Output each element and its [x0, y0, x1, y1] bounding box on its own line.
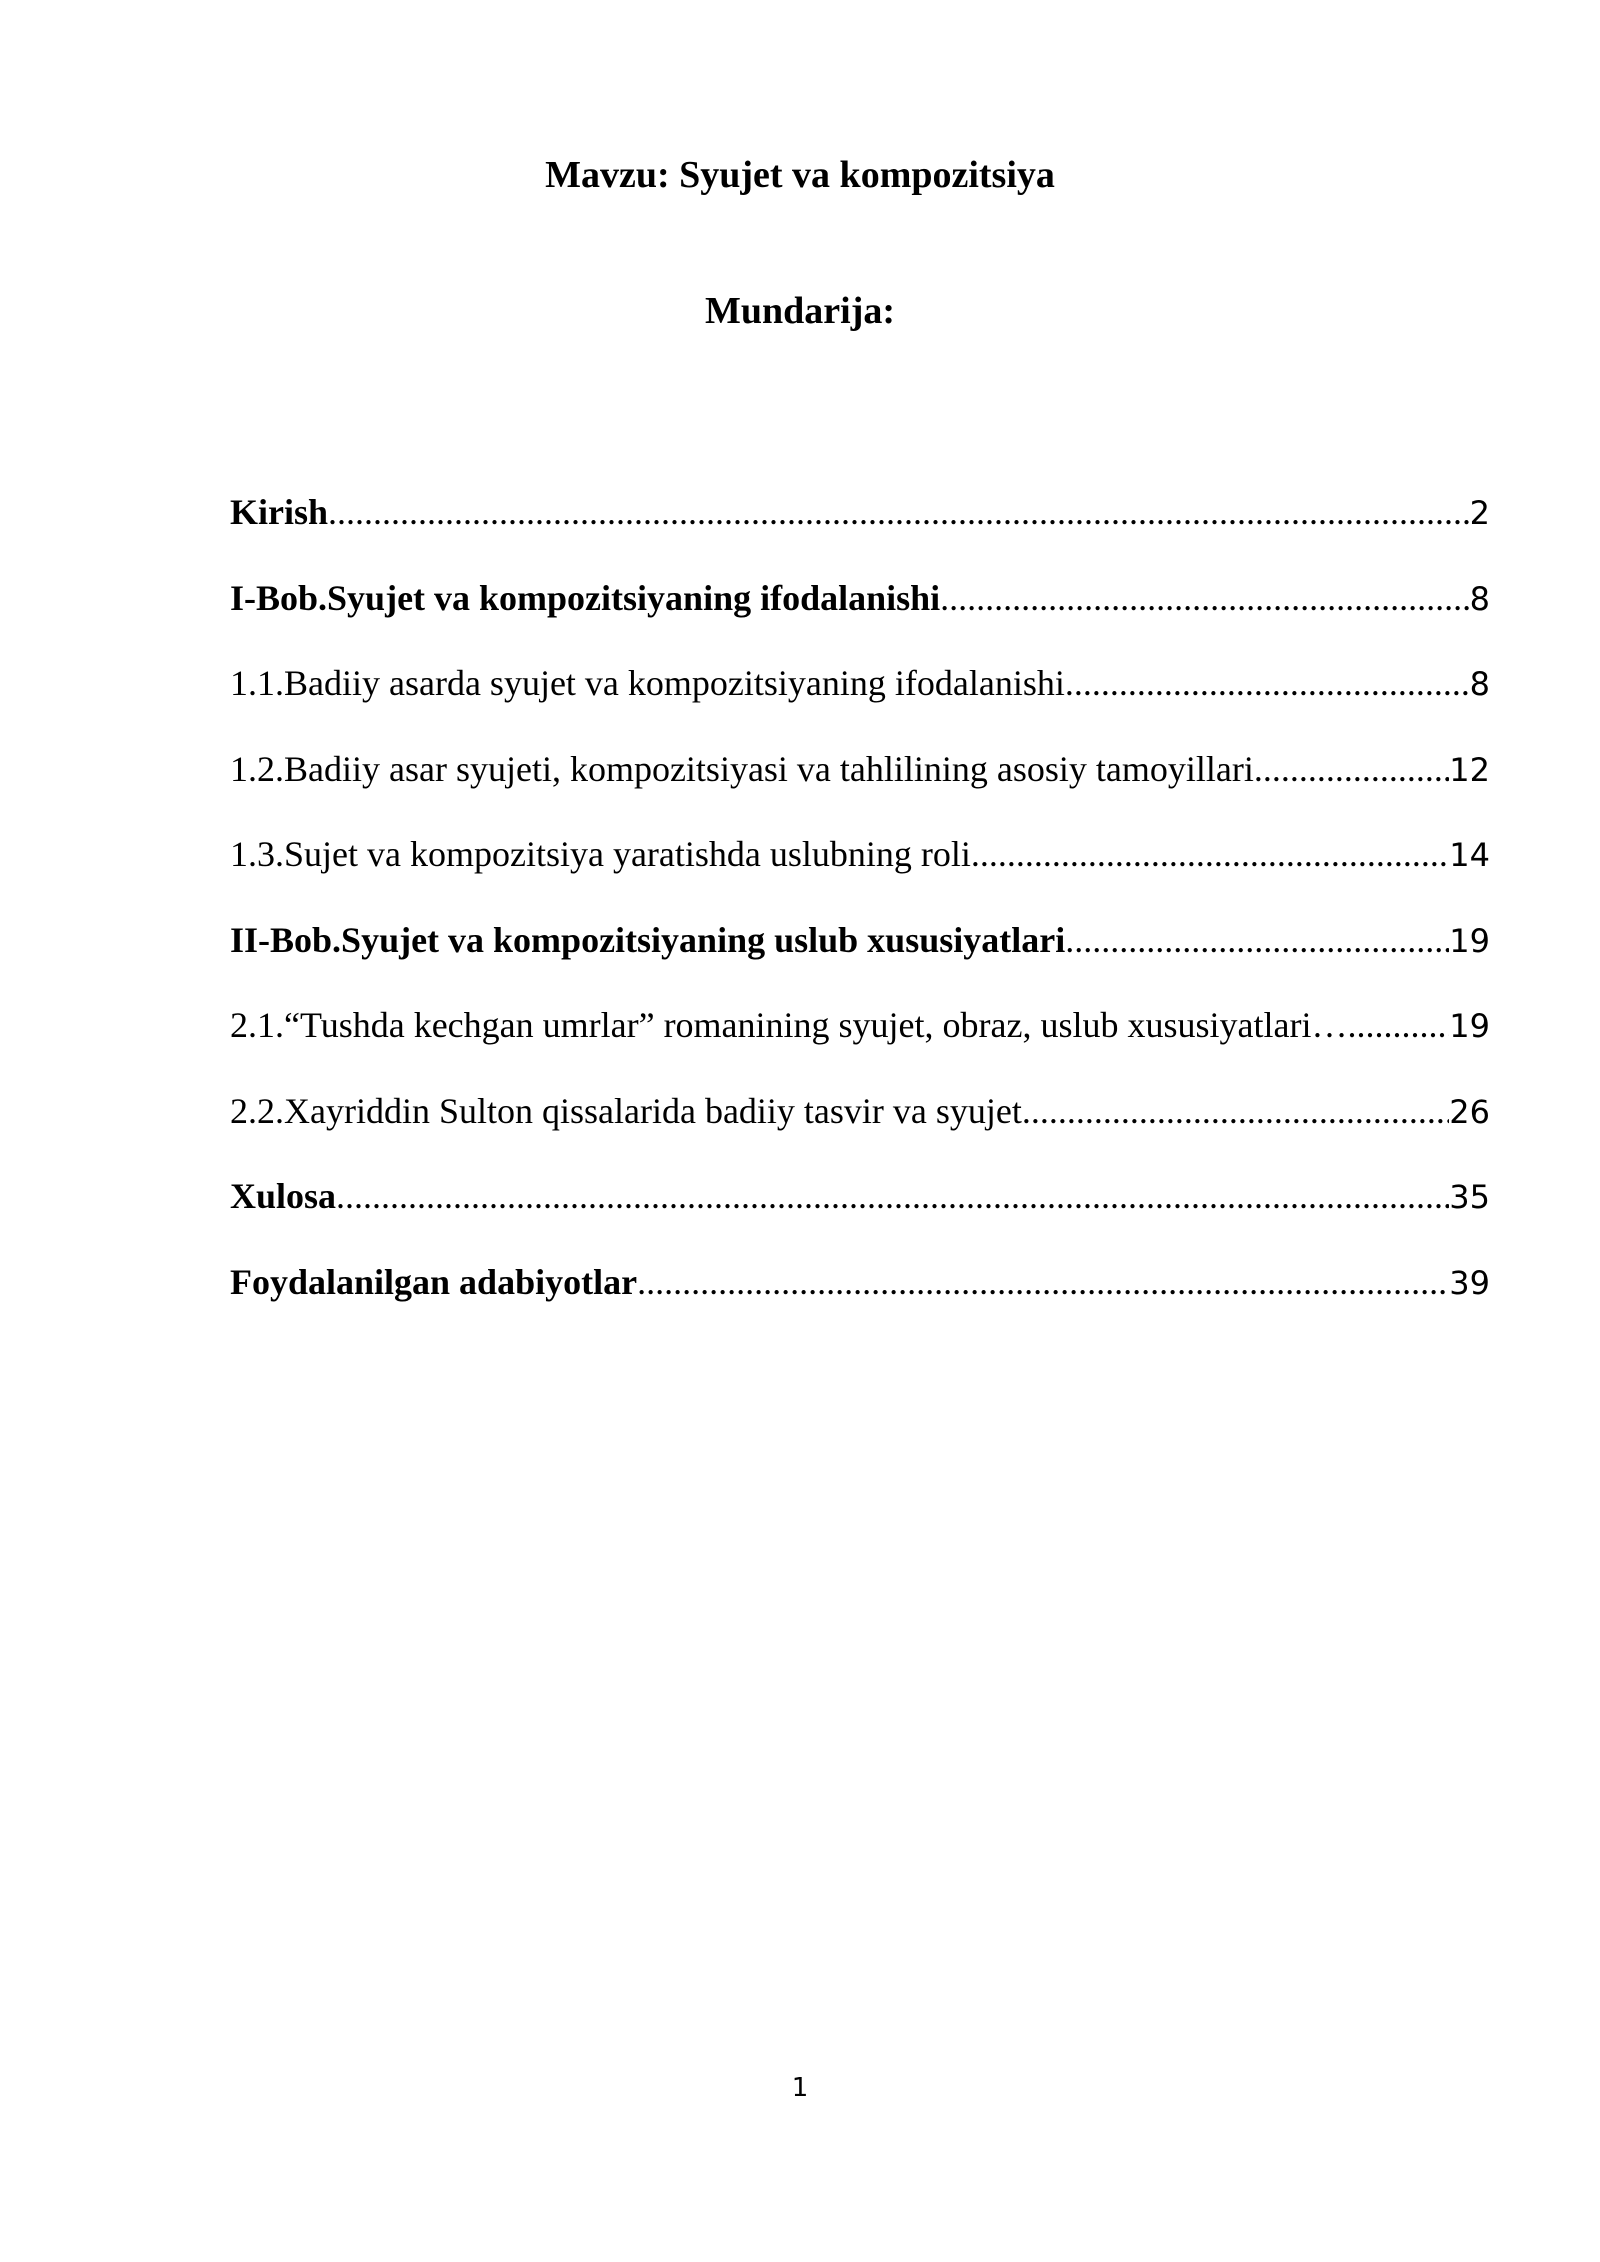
toc-entry-label: 1.2.Badiiy asar syujeti, kompozitsiyasi va tahlilining asosiy tamoyillari — [230, 748, 1254, 789]
toc-entry-label: 2.1.“Tushda kechgan umrlar” romanining syujet, obraz, uslub xususiyatlari… — [230, 1005, 1348, 1045]
toc-entry-label: II-Bob.Syujet va kompozitsiyaning uslub xususiyatlari — [230, 919, 1066, 960]
toc-entry-xulosa[interactable] — [230, 1171, 1490, 1257]
toc-dot-leader — [1347, 1000, 1449, 1050]
toc-entry-chapter-2[interactable] — [230, 915, 1490, 1001]
toc-entry-label: Foydalanilgan adabiyotlar — [230, 1261, 638, 1302]
toc-entry-section-2-2[interactable] — [230, 1086, 1490, 1172]
toc-entry-label: Xulosa — [230, 1176, 337, 1216]
toc-entry-label: 2.2.Xayriddin Sulton qissalarida badiiy tasvir va syujet — [230, 1090, 1022, 1131]
toc-dot-leader — [637, 1257, 1449, 1307]
toc-entry-label: 1.1.Badiiy asarda syujet va kompozitsiyaning ifodalanishi — [230, 663, 1065, 703]
toc-entry-section-1-2[interactable] — [230, 744, 1490, 830]
toc-dot-leader — [1254, 744, 1449, 794]
toc-dot-leader — [971, 829, 1449, 879]
toc-entry-label: 1.3.Sujet va kompozitsiya yaratishda uslubning roli — [230, 834, 971, 874]
page-number: 1 — [791, 2073, 809, 2103]
toc-entry-page: 14 — [1449, 836, 1490, 874]
toc-entry-page: 19 — [1449, 1007, 1490, 1045]
toc-entry-label: Kirish — [230, 492, 329, 532]
toc-entry-page: 39 — [1449, 1263, 1490, 1302]
toc-entry-page: 35 — [1449, 1178, 1490, 1216]
toc-dot-leader — [328, 487, 1470, 537]
toc-dot-leader — [1022, 1086, 1449, 1136]
toc-entry-chapter-1[interactable] — [230, 573, 1490, 659]
document-title: Mavzu: Syujet va kompozitsiya — [545, 154, 1055, 196]
toc-entry-adabiyotlar[interactable] — [230, 1257, 1490, 1343]
toc-entry-page: 19 — [1449, 921, 1490, 960]
toc-entry-kirish[interactable] — [230, 487, 1490, 573]
toc-entry-section-1-3[interactable] — [230, 829, 1490, 915]
toc-entry-page: 8 — [1469, 579, 1490, 618]
toc-dot-leader — [940, 573, 1469, 623]
table-of-contents — [230, 487, 1490, 1342]
toc-entry-section-2-1[interactable] — [230, 1000, 1490, 1086]
toc-entry-page: 2 — [1469, 494, 1490, 532]
toc-dot-leader — [1065, 915, 1449, 965]
toc-dot-leader — [336, 1171, 1449, 1221]
toc-heading: Mundarija: — [705, 290, 895, 332]
toc-entry-label: I-Bob.Syujet va kompozitsiyaning ifodalanishi — [230, 577, 941, 618]
toc-entry-section-1-1[interactable] — [230, 658, 1490, 744]
toc-entry-page: 12 — [1449, 750, 1490, 789]
toc-dot-leader — [1065, 658, 1470, 708]
toc-entry-page: 8 — [1469, 665, 1490, 703]
toc-entry-page: 26 — [1449, 1092, 1490, 1131]
